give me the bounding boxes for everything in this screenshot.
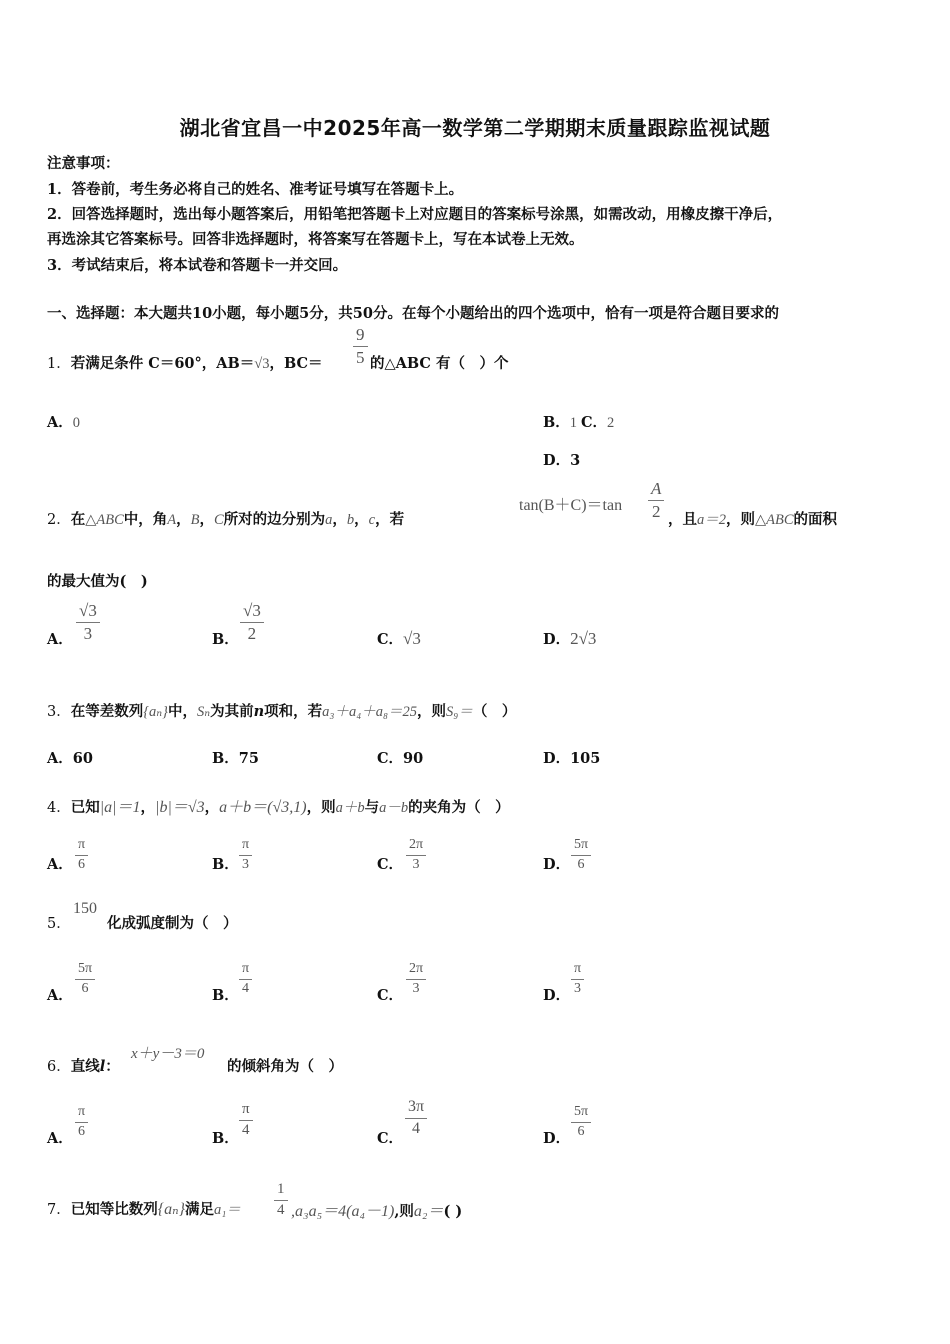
page-title: 湖北省宜昌一中2025年高一数学第二学期期末质量跟踪监视试题	[179, 116, 771, 140]
question-number: 6．	[47, 1059, 71, 1075]
separator: ，	[199, 511, 214, 528]
math: 150	[73, 900, 97, 917]
q3-text: 在等差数列	[70, 703, 144, 720]
math: △ABC	[755, 512, 794, 528]
question-2	[47, 508, 404, 529]
numerator: π	[239, 838, 252, 856]
separator: ，	[204, 799, 220, 816]
option-c	[377, 628, 421, 649]
math: a₂＝	[413, 1203, 444, 1220]
math: {aₙ}	[143, 704, 168, 720]
numerator: √3	[240, 602, 264, 623]
q7-tail	[291, 1198, 462, 1221]
notes-heading: 注意事项：	[47, 155, 120, 172]
q3-text: （ ）	[472, 703, 517, 720]
q5-text: 化成弧度制为（ ）	[107, 915, 238, 932]
math: B	[190, 512, 200, 528]
option-b: B．	[212, 631, 239, 648]
denominator: 2	[247, 623, 257, 643]
separator: ，	[332, 511, 347, 528]
denominator: 5	[356, 347, 365, 367]
math: l	[99, 1058, 106, 1075]
math: tan(B＋C)＝tan	[519, 497, 623, 514]
fraction	[406, 838, 426, 872]
question-6	[47, 1055, 120, 1076]
numerator: √3	[76, 602, 100, 623]
fraction	[239, 962, 252, 996]
option-c	[581, 411, 614, 432]
question-number: 7．	[47, 1202, 71, 1218]
denominator: 4	[412, 1119, 421, 1137]
note-item: 再选涂其它答案标号。回答非选择题时，将答案写在答题卡上，写在本试卷上无效。	[47, 231, 584, 248]
q7-text: ,则	[394, 1203, 414, 1220]
option-b: B．	[212, 856, 239, 873]
q4-text: 与	[364, 799, 380, 816]
math: a＝2	[697, 512, 726, 528]
option-d: D．	[543, 856, 571, 873]
q7-text: ( )	[443, 1203, 463, 1220]
denominator: 3	[83, 623, 93, 643]
math: C	[214, 512, 224, 528]
option-value: 90	[403, 750, 424, 767]
numerator: π	[75, 838, 88, 856]
numerator: 1	[274, 1182, 288, 1201]
denominator: 3	[574, 980, 582, 996]
numerator: 9	[353, 326, 368, 347]
math: b	[346, 512, 355, 528]
q7-text: 满足	[185, 1201, 215, 1218]
math: n	[253, 703, 265, 720]
numerator: 5π	[75, 962, 95, 980]
math: 1	[569, 415, 578, 431]
denominator: 3	[242, 856, 250, 872]
denominator: 4	[242, 980, 250, 996]
q3-text: 中，	[167, 703, 197, 720]
numerator: 5π	[571, 1105, 591, 1123]
q1-text: ，BC＝	[269, 355, 323, 372]
note-item: 2．回答选择题时，选出每小题答案后，用铅笔把答题卡上对应题目的答案标号涂黑，如需改动，用橡皮擦干净后，	[47, 206, 783, 223]
denominator: 4	[242, 1121, 250, 1138]
math: 0	[72, 415, 81, 431]
denominator: 4	[277, 1201, 285, 1218]
option-label: C．	[581, 414, 608, 431]
option-d	[543, 449, 580, 470]
option-a: A．	[47, 987, 73, 1004]
q4-text: ，则	[306, 799, 336, 816]
q4-text: 已知	[70, 799, 100, 816]
option-a	[47, 747, 93, 768]
option-b	[212, 747, 259, 768]
option-label: D．	[543, 452, 571, 469]
denominator: 3	[412, 856, 420, 872]
option-c: C．	[377, 987, 404, 1004]
fraction	[406, 962, 426, 996]
q1-text: 若满足条件 C＝60°，AB＝	[70, 355, 255, 372]
fraction	[75, 962, 95, 996]
question-number: 3．	[47, 704, 71, 720]
math: A	[167, 512, 177, 528]
option-value: 60	[72, 750, 93, 767]
numerator: π	[571, 962, 584, 980]
question-1	[47, 352, 323, 373]
question-number: 1．	[47, 356, 71, 372]
note-item: 3．考试结束后，将本试卷和答题卡一并交回。	[47, 257, 348, 274]
math: |a|＝1	[99, 799, 141, 816]
fraction	[239, 838, 252, 872]
math: ,a₃a₅＝4(a₄－1)	[291, 1203, 395, 1220]
option-c	[377, 747, 423, 768]
question-4	[47, 794, 510, 817]
denominator: 6	[577, 1123, 585, 1139]
option-label: A．	[47, 750, 73, 767]
option-label: C．	[377, 750, 404, 767]
q3-text: ，则	[417, 703, 447, 720]
option-d	[543, 747, 600, 768]
numerator: π	[75, 1105, 88, 1123]
fraction	[239, 1102, 253, 1139]
numerator: 2π	[406, 838, 426, 856]
option-b	[543, 411, 577, 432]
math: a	[325, 512, 333, 528]
option-d: D．	[543, 987, 571, 1004]
question-number	[47, 912, 71, 933]
option-a: A．	[47, 856, 73, 873]
option-c: C．	[377, 1130, 404, 1147]
note-item: 1．答卷前，考生务必将自己的姓名、准考证号填写在答题卡上。	[47, 181, 464, 198]
separator: ，	[176, 511, 191, 528]
option-b: B．	[212, 987, 239, 1004]
section-heading: 一、选择题：本大题共10小题，每小题5分，共50分。在每个小题给出的四个选项中，恰有一项是符合题目要求的	[47, 305, 779, 322]
q3-text: 项和，若	[264, 703, 323, 720]
numerator: 2π	[406, 962, 426, 980]
option-a	[47, 411, 80, 432]
fraction	[75, 1105, 88, 1139]
q2-text: ，若	[375, 511, 405, 528]
fraction	[240, 602, 264, 643]
fraction	[571, 962, 584, 996]
question-number-text: 5．	[47, 916, 71, 932]
option-label: D．	[543, 631, 571, 648]
option-a: A．	[47, 1130, 73, 1147]
numerator: π	[239, 1102, 253, 1121]
q2-text: 所对的边分别为	[223, 511, 326, 528]
numerator: 5π	[571, 838, 591, 856]
fraction	[405, 1099, 427, 1138]
math: {aₙ}	[157, 1201, 186, 1218]
denominator: 6	[577, 856, 585, 872]
math: Sₙ	[196, 704, 211, 720]
fraction	[353, 326, 368, 367]
option-label: C．	[377, 631, 404, 648]
separator: ，	[354, 511, 369, 528]
fraction	[75, 838, 88, 872]
question-3	[47, 700, 516, 721]
denominator: 6	[78, 856, 86, 872]
denominator: 6	[78, 1123, 86, 1139]
option-a: A．	[47, 631, 73, 648]
q6-text: ：	[105, 1058, 120, 1075]
math: 2	[607, 415, 615, 431]
q2-tail	[668, 508, 837, 529]
q2-line2: 的最大值为( )	[47, 573, 148, 590]
option-label: B．	[212, 750, 239, 767]
math: △ABC	[85, 512, 124, 528]
math: x＋y－3＝0	[131, 1046, 205, 1062]
q3-text: 为其前	[210, 703, 254, 720]
question-7	[47, 1198, 241, 1219]
separator: ，	[140, 799, 156, 816]
math: a＋b	[335, 800, 365, 816]
denominator: 6	[81, 980, 89, 996]
q6-text: 直线	[70, 1058, 100, 1075]
fraction	[648, 480, 664, 521]
fraction	[571, 838, 591, 872]
question-number: 4．	[47, 800, 71, 816]
math: a₁＝	[214, 1202, 241, 1218]
denominator: 3	[412, 980, 420, 996]
fraction	[274, 1182, 288, 1219]
fraction	[571, 1105, 591, 1139]
option-value: 105	[570, 750, 601, 767]
option-d	[543, 628, 596, 649]
fraction	[76, 602, 100, 643]
option-label: B．	[543, 414, 570, 431]
question-number: 2．	[47, 512, 71, 528]
numerator: π	[239, 962, 252, 980]
option-label: A．	[47, 414, 73, 431]
q6-text: 的倾斜角为（ ）	[227, 1058, 343, 1075]
numerator: A	[648, 480, 664, 501]
option-b: B．	[212, 1130, 239, 1147]
math: a₃＋a₄＋a₈＝25	[322, 704, 418, 720]
math: c	[368, 512, 376, 528]
math: 2√3	[570, 629, 597, 648]
q1-text: 的△ABC 有（ ）个	[370, 355, 509, 372]
math: |b|＝√3	[155, 799, 205, 816]
math: √3	[254, 356, 270, 372]
q2-text: 中，角	[123, 511, 168, 528]
q2-text: ，且	[668, 511, 697, 528]
option-value: 75	[238, 750, 259, 767]
math: S₉＝	[446, 704, 473, 720]
option-d: D．	[543, 1130, 571, 1147]
q2-text: 在	[70, 511, 86, 528]
option-value: 3	[570, 452, 581, 469]
q7-text: 已知等比数列	[70, 1201, 158, 1218]
numerator: 3π	[405, 1099, 427, 1119]
math: a＋b＝(√3,1)	[219, 799, 307, 816]
q2-text: ，则	[726, 511, 755, 528]
denominator: 2	[651, 501, 661, 521]
math: √3	[403, 629, 421, 648]
math: a－b	[379, 800, 409, 816]
option-c: C．	[377, 856, 404, 873]
option-label: D．	[543, 750, 571, 767]
q4-text: 的夹角为（ ）	[408, 799, 510, 816]
q2-text: 的面积	[793, 511, 838, 528]
